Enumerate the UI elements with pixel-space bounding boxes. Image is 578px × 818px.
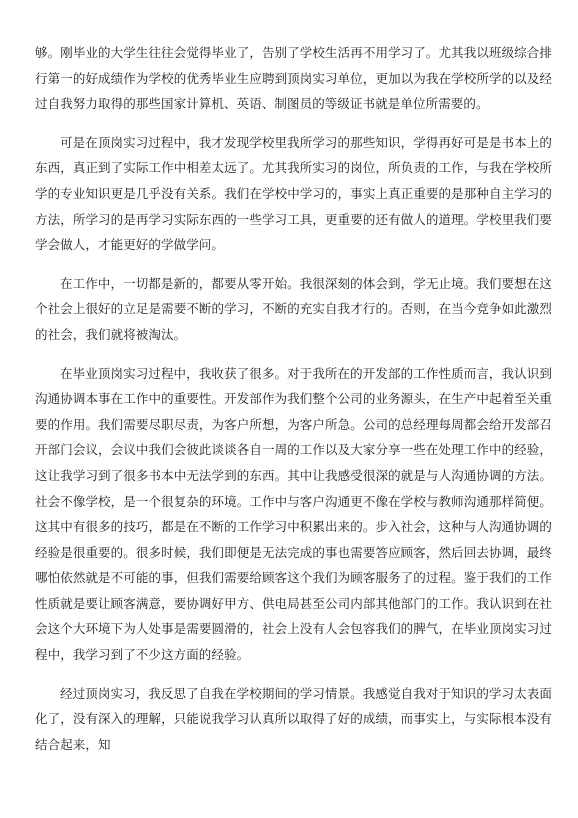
paragraph-3: 在工作中，一切都是新的，都要从零开始。我很深刻的体会到，学无止境。我们要想在这个社会上很好的立足是需要不断的学习，不断的充实自我才行的。否则，在当今竞争如此激烈的社会，我们就将被淘汰。 (35, 275, 552, 342)
paragraph-2: 可是在顶岗实习过程中，我才发现学校里我所学习的那些知识，学得再好可是是书本上的东西，真正到了实际工作中相差太远了。尤其我所实习的岗位，所负责的工作，与我在学校所学的专业知识更是几乎没有关系。我们在学校中学习的，事实上真正重要的是那种自主学习的方法，所学习的是再学习实际东西的一些学习工具，更重要的还有做人的道理。学校里我们要学会做人，才能更好的学做学问。 (35, 134, 552, 253)
paragraph-4: 在毕业顶岗实习过程中，我收获了很多。对于我所在的开发部的工作性质而言，我认识到沟通协调本事在工作中的重要性。开发部作为我们整个公司的业务源头，在生产中起着至关重要的作用。我们需要尽职尽责，为客户所想，为客户所急。公司的总经理每周都会给开发部召开部门会议，会议中我们会彼此谈谈各自一周的工作以及大家分享一些在处理工作中的经验，这让我学习到了很多书本中无法学到的东西。其中让我感受很深的就是与人沟通协调的方法。社会不像学校，是一个很复杂的环境。工作中与客户沟通更不像在学校与教师沟通那样简便。这其中有很多的技巧，都是在不断的工作学习中积累出来的。步入社会，这种与人沟通协调的经验是很重要的。很多时候，我们即便是无法完成的事也需要答应顾客，然后回去协调，最终哪怕依然就是不可能的事，但我们需要给顾客这个我们为顾客服务了的过程。鉴于我们的工作性质就是要让顾客满意，要协调好甲方、供电局甚至公司内部其他部门的工作。我认识到在社会这个大环境下为人处事是需要圆滑的，社会上没有人会包容我们的脾气，在毕业顶岗实习过程中，我学习到了不少这方面的经验。 (35, 365, 552, 663)
paragraph-1: 够。刚毕业的大学生往往会觉得毕业了，告别了学校生活再不用学习了。尤其我以班级综合排行第一的好成绩作为学校的优秀毕业生应聘到顶岗实习单位，更加以为我在学校所学的以及经过自我努力取得的那些国家计算机、英语、制图员的等级证书就是单位所需要的。 (35, 45, 552, 112)
paragraph-5: 经过顶岗实习，我反思了自我在学校期间的学习情景。我感觉自我对于知识的学习太表面化了，没有深入的理解，只能说我学习认真所以取得了好的成绩，而事实上，与实际根本没有结合起来，知 (35, 685, 552, 752)
